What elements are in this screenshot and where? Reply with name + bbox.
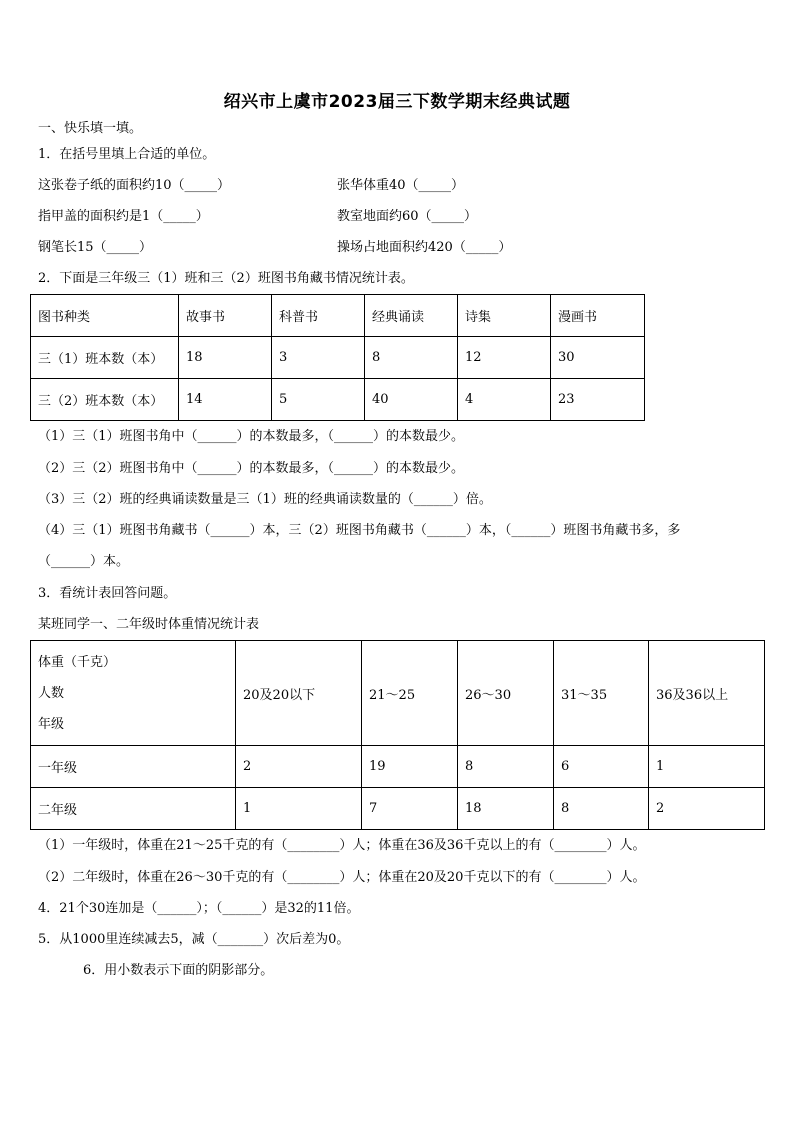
q2-sub-4-continued: （______）本。 [38, 554, 130, 569]
corner-label-count: 人数 [38, 685, 65, 701]
question-1-stem: 1．在括号里填上合适的单位。 [38, 147, 216, 162]
q3-sub-1: （1）一年级时，体重在21～25千克的有（________）人；体重在36及36千克以上的有（________）人。 [38, 838, 646, 853]
table-cell: 14 [179, 379, 272, 421]
q1-item-6: 操场占地面积约420（_____） [337, 240, 512, 255]
corner-label-weight: 体重（千克） [38, 654, 117, 670]
table-row [31, 337, 645, 379]
corner-label-grade: 年级 [38, 716, 65, 732]
table-cell: 30 [551, 337, 645, 379]
q1-item-4: 教室地面约60（_____） [337, 209, 478, 224]
table-header-cell: 21～25 [362, 641, 458, 746]
q1-item-3: 指甲盖的面积约是1（_____） [38, 209, 209, 224]
table-cell: 40 [365, 379, 458, 421]
q1-item-2: 张华体重40（_____） [337, 178, 465, 193]
table-cell: 6 [554, 746, 649, 788]
table-header-cell: 科普书 [272, 295, 365, 337]
q1-item-5: 钢笔长15（_____） [38, 240, 153, 255]
table-cell: 8 [365, 337, 458, 379]
table-header-cell: 故事书 [179, 295, 272, 337]
table-title: 某班同学一、二年级时体重情况统计表 [38, 617, 260, 632]
question-5: 5．从1000里连续减去5，减（_______）次后差为0。 [38, 932, 350, 947]
table-cell: 8 [458, 746, 554, 788]
table-cell: 18 [179, 337, 272, 379]
table-cell: 2 [236, 746, 362, 788]
table-header-cell: 26～30 [458, 641, 554, 746]
table-cell: 2 [649, 788, 765, 830]
table-header-cell: 36及36以上 [649, 641, 765, 746]
table-header-cell: 31～35 [554, 641, 649, 746]
table-header-cell: 图书种类 [31, 295, 179, 337]
table-cell: 4 [458, 379, 551, 421]
question-3-stem: 3．看统计表回答问题。 [38, 586, 177, 601]
q2-sub-2: （2）三（2）班图书角中（______）的本数最多，（______）的本数最少。 [38, 461, 465, 476]
table-header-cell: 漫画书 [551, 295, 645, 337]
table-row [31, 788, 765, 830]
table-header-cell: 20及20以下 [236, 641, 362, 746]
table-cell: 8 [554, 788, 649, 830]
table-row [31, 379, 645, 421]
question-4: 4．21个30连加是（______）；（______）是32的11倍。 [38, 901, 360, 916]
table-cell: 19 [362, 746, 458, 788]
table-cell: 1 [649, 746, 765, 788]
q2-sub-1: （1）三（1）班图书角中（______）的本数最多，（______）的本数最少。 [38, 429, 465, 444]
table-cell: 5 [272, 379, 365, 421]
table-cell: 一年级 [31, 746, 236, 788]
table-cell: 1 [236, 788, 362, 830]
table-cell: 18 [458, 788, 554, 830]
table-header-cell: 诗集 [458, 295, 551, 337]
page-title: 绍兴市上虞市2023届三下数学期末经典试题 [223, 92, 571, 112]
table-row [31, 746, 765, 788]
table-cell: 3 [272, 337, 365, 379]
q2-sub-3: （3）三（2）班的经典诵读数量是三（1）班的经典诵读数量的（______）倍。 [38, 492, 492, 507]
q2-sub-4: （4）三（1）班图书角藏书（______）本，三（2）班图书角藏书（______）本，（______）班图书角藏书多，多 [38, 523, 681, 538]
table-cell: 三（1）班本数（本） [31, 337, 179, 379]
question-6: 6．用小数表示下面的阴影部分。 [83, 963, 274, 978]
table-header-row [31, 295, 645, 337]
section-heading: 一、快乐填一填。 [38, 121, 143, 136]
table-cell: 7 [362, 788, 458, 830]
weight-table [30, 640, 765, 830]
table-cell: 12 [458, 337, 551, 379]
table-cell: 三（2）班本数（本） [31, 379, 179, 421]
question-2-stem: 2．下面是三年级三（1）班和三（2）班图书角藏书情况统计表。 [38, 271, 414, 286]
table-cell: 23 [551, 379, 645, 421]
table-header-cell: 经典诵读 [365, 295, 458, 337]
table-cell: 二年级 [31, 788, 236, 830]
table-corner-cell [31, 641, 236, 746]
q3-sub-2: （2）二年级时，体重在26～30千克的有（________）人；体重在20及20千克以下的有（________）人。 [38, 870, 646, 885]
book-table [30, 294, 645, 421]
q1-item-1: 这张卷子纸的面积约10（_____） [38, 178, 231, 193]
table-header-row [31, 641, 765, 746]
